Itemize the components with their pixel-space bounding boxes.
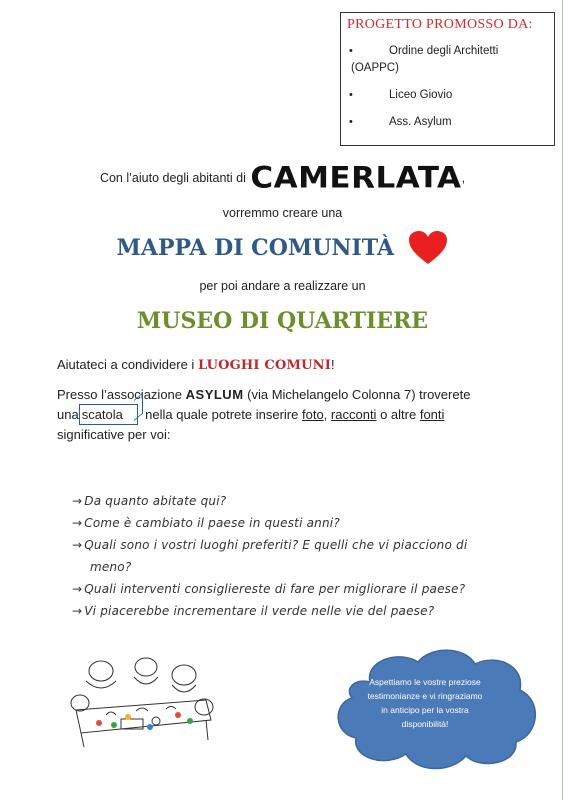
map-title: MAPPA DI COMUNITÀ — [116, 235, 395, 261]
arrow-icon: → — [72, 494, 83, 508]
assoc-text: o altre — [380, 407, 417, 422]
scatola-box — [79, 404, 138, 425]
heart-icon — [408, 230, 448, 266]
assoc-comma: , — [323, 407, 328, 422]
promoter-item-cont — [347, 60, 548, 77]
question-text: Quali sono i vostri luoghi preferiti? E quelli che vi piacciono di — [84, 538, 468, 552]
people-around-table-drawing — [66, 655, 216, 753]
question-item — [72, 512, 492, 534]
question-list — [72, 490, 492, 622]
question-text: Come è cambiato il paese in questi anni? — [84, 516, 340, 530]
arrow-icon: → — [72, 538, 83, 552]
intro-line-2: vorremmo creare una — [222, 206, 343, 220]
promoter-item: • Ordine degli Architetti — [349, 45, 499, 57]
promoter-item-label: (OAPPC) — [351, 62, 399, 74]
help-suffix: ! — [330, 357, 335, 372]
word-fonti: fonti — [419, 407, 445, 422]
promoter-list — [347, 43, 548, 131]
question-item — [72, 600, 492, 622]
assoc-text: Presso l’associazione — [57, 387, 183, 402]
assoc-text: nella quale potrete inserire — [145, 407, 299, 422]
assoc-text: significative per voi: — [57, 427, 171, 442]
question-item — [72, 534, 492, 578]
cloud-line: disponibilità! — [401, 719, 449, 729]
word-racconti: racconti — [330, 407, 377, 422]
cloud-line: Aspettiamo le vostre preziose — [369, 677, 481, 687]
intro-prefix: Con l’aiuto degli abitanti di — [99, 171, 246, 185]
assoc-text: una — [57, 407, 79, 422]
box-word: scatola — [81, 407, 123, 422]
question-item — [72, 578, 492, 600]
association-name: ASYLUM — [185, 387, 244, 402]
page-edge-line — [562, 0, 563, 800]
luoghi-comuni: LUOGHI COMUNI — [197, 358, 331, 373]
promoter-item-label: Ordine degli Architetti — [389, 45, 499, 57]
help-prefix: Aiutateci a condividere i — [57, 357, 195, 372]
arrow-icon: → — [72, 516, 83, 530]
museum-title: MUSEO DI QUARTIERE — [136, 308, 429, 334]
question-text-cont: meno? — [90, 560, 132, 574]
question-text: Vi piacerebbe incrementare il verde nelle vie del paese? — [84, 604, 435, 618]
promoter-title: PROGETTO PROMOSSO DA: — [347, 17, 533, 32]
intro-line-4: per poi andare a realizzare un — [199, 279, 366, 293]
promoter-box — [340, 12, 555, 146]
intro-comma: , — [461, 171, 466, 185]
word-foto: foto — [301, 407, 324, 422]
help-paragraph — [57, 357, 335, 373]
map-title-row — [0, 230, 565, 266]
question-text: Quali interventi consigliereste di fare per migliorare il paese? — [84, 582, 466, 596]
promoter-item: • Liceo Giovio — [349, 89, 453, 101]
promoter-item-label: Liceo Giovio — [389, 89, 453, 101]
place-name: CAMERLATA — [250, 160, 462, 196]
intro-line — [0, 160, 565, 196]
arrow-icon: → — [72, 582, 83, 596]
question-text: Da quanto abitate qui? — [84, 494, 227, 508]
cloud-message — [350, 675, 500, 731]
question-item — [72, 490, 492, 512]
arrow-icon: → — [72, 604, 83, 618]
cloud-line: in anticipo per la vostra — [381, 705, 469, 715]
cloud-line: testimonianze e vi ringraziamo — [367, 691, 483, 701]
promoter-item: • Ass. Asylum — [349, 116, 452, 128]
promoter-item-label: Ass. Asylum — [389, 116, 452, 128]
assoc-text: (via Michelangelo Colonna 7) troverete — [247, 387, 471, 402]
association-paragraph — [57, 385, 507, 444]
